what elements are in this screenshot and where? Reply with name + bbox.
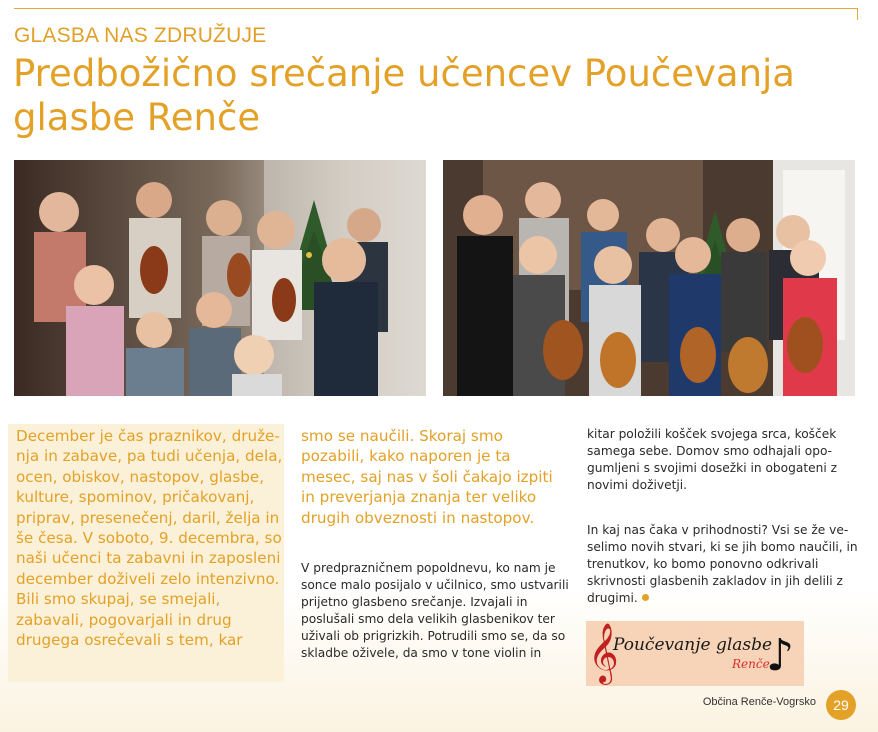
body-paragraph-column3-first: kitar položili košček svojega srca, košček samega sebe. Domov smo odhajali opogumljeni s svojimi dosežki in obogateni z novimi doživetji.	[587, 427, 837, 492]
body-paragraph-column3-first-wrapper	[587, 426, 859, 494]
article-headline: Predbožično srečanje učencev Poučevanja glasbe Renče	[13, 52, 795, 139]
end-mark-icon	[642, 594, 649, 601]
music-note-icon: ♪	[766, 630, 795, 681]
top-rule	[14, 8, 858, 9]
body-paragraph-column3-second-wrapper	[587, 522, 859, 607]
treble-clef-icon: 𝄞	[588, 623, 619, 683]
body-paragraph-column2: V predprazničnem popoldnevu, ko nam je sonce malo posijalo v učilnico, smo ustvarili prijetno glasbeno srečanje. Izvajali in poslušali smo dela velikih glasbenikov ter uživali ob prigrizkih. Potrudili smo se, da so skladbe oživele, da smo v tone violin in	[301, 561, 569, 660]
top-rule-end	[857, 8, 858, 20]
photo-guitar-students	[443, 160, 855, 396]
page-number-badge: 29	[826, 690, 856, 720]
logo-title: Poučevanje glasbe	[613, 635, 773, 655]
section-label: GLASBA NAS ZDRUŽUJE	[14, 24, 267, 47]
photo-violin-students	[14, 160, 426, 396]
lead-paragraph-column2: smo se naučili. Skoraj smo pozabili, kako naporen je ta mesec, saj nas v šoli čakajo izpiti in preverjanja znanja ter veliko drugih obveznosti in nastopov.	[301, 427, 553, 527]
music-school-logo	[586, 621, 804, 686]
body-paragraph-column2-wrapper	[301, 560, 569, 662]
footer-publication: Občina Renče-Vogrsko	[702, 696, 816, 708]
lead-paragraph-column2-wrapper	[301, 426, 569, 528]
lead-paragraph-column1: December je čas praznikov, druženja in zabave, pa tudi učenja, dela, ocen, obiskov, nastopov, glasbe, kulture, spominov, pričakovanj, priprav, presenečenj, daril, želja in še česa. V soboto, 9. decembra, so naši učenci ta zabavni in zaposleni december doživeli zelo intenzivno. Bili smo skupaj, se smejali, zabavali, pogovarjali in drug drugega osrečevali s tem, kar	[16, 427, 283, 650]
body-paragraph-column3-second: In kaj nas čaka v prihodnosti? Vsi se že veselimo novih stvari, ki se jih bomo naučili, in trenutkov, ko bomo ponovno odkrivali skrivnosti glasbenih zakladov in jih delili z drugimi.	[587, 523, 858, 605]
logo-subtitle: Renče	[732, 657, 770, 671]
lead-paragraph-box	[8, 424, 284, 682]
